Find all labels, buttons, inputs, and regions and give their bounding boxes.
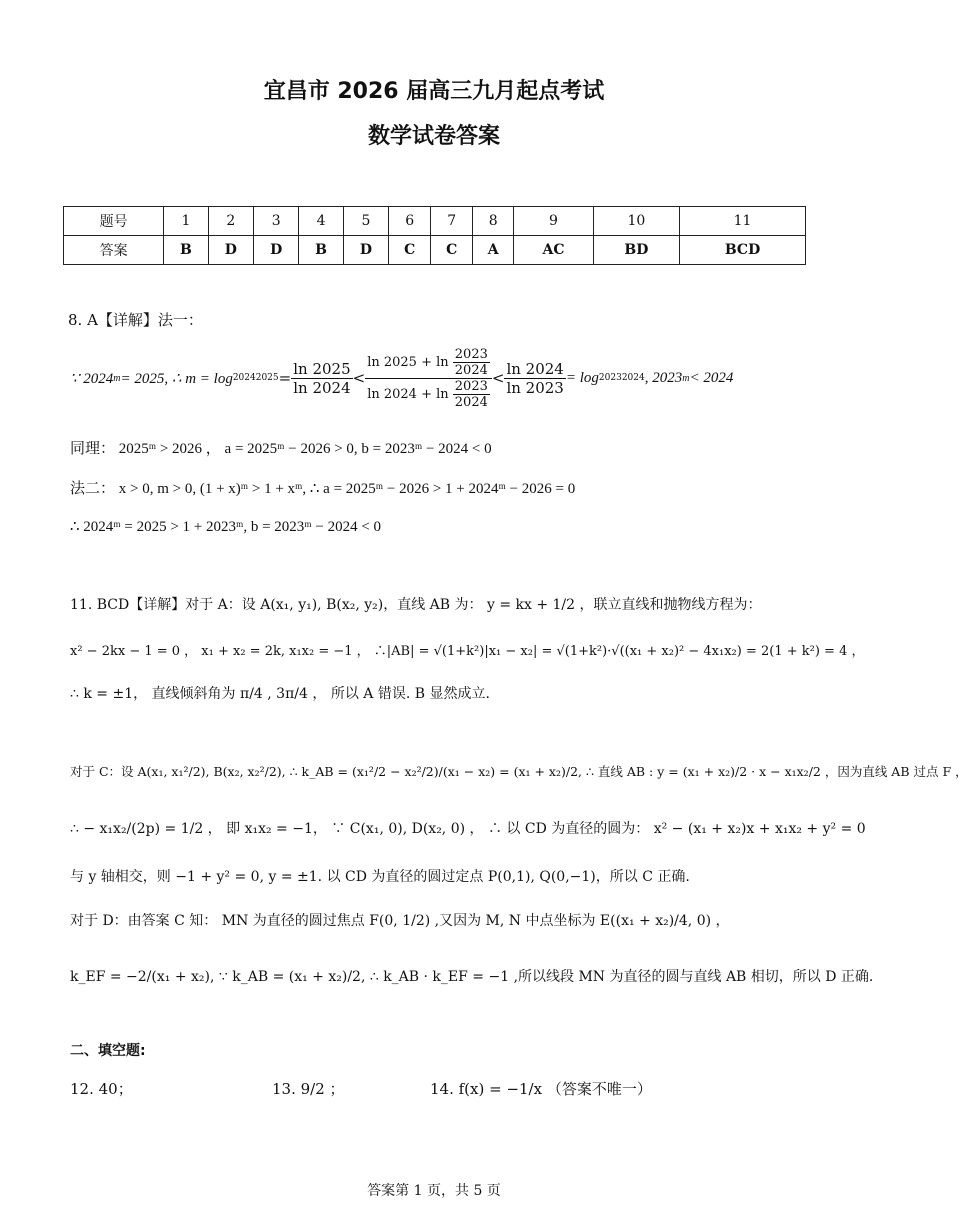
fraction: $\frac{\ln 2025}{\ln 2024}$: [293, 359, 351, 397]
text: <: [352, 369, 366, 387]
q11-line3: ∴ k = ±1， 直线倾斜角为 π/4 , 3π/4 ， 所以 A 错误. B 显然成立.: [70, 686, 490, 702]
row-label: 题号: [64, 207, 164, 236]
fraction: $\frac{\ln 2024}{\ln 2023}$: [506, 359, 564, 397]
answer-cell: A: [473, 236, 514, 265]
question-number-cell: 5: [343, 207, 388, 236]
q11-line8: k_EF = −2/(x₁ + x₂), ∵ k_AB = (x₁ + x₂)/2, ∴ k_AB · k_EF = −1 ,所以线段 MN 为直径的圆与直线 AB 相切，所以 D 正确.: [70, 969, 874, 985]
text: < 2024: [689, 369, 734, 386]
answer-cell: BD: [593, 236, 679, 265]
answer-cell: D: [254, 236, 299, 265]
question-number-row: [64, 207, 806, 236]
answer-table: [63, 206, 806, 265]
question-number-cell: 10: [593, 207, 679, 236]
text: =: [278, 369, 292, 387]
text: ∵ 2024: [70, 370, 114, 387]
q8-line1: ∵ 2024 m = 2025, ∴ m = log 2024 2025 = $\frac{\ln 2025}{\ln 2024}$ < ln 2025 + ln $\frac{2023}{2024}$ ln 2024 + ln $\frac{2023}{2024}$ < $\frac{\ln 2024}{\ln 2023}$ = log 2023 2024 , 2023 m < 2024: [70, 346, 734, 410]
q8-line2: 同理： 2025ᵐ > 2026 ， a = 2025ᵐ − 2026 > 0, b = 2023ᵐ − 2024 < 0: [70, 441, 492, 457]
question-number-cell: 4: [299, 207, 343, 236]
question-number-cell: 11: [680, 207, 806, 236]
answer-cell: B: [164, 236, 208, 265]
question-number-cell: 7: [431, 207, 473, 236]
q11-line1: 11. BCD【详解】对于 A：设 A(x₁, y₁), B(x₂, y₂)，直线 AB 为： y = kx + 1/2 ，联立直线和抛物线方程为：: [70, 597, 762, 613]
q11-line4: 对于 C：设 A(x₁, x₁²/2), B(x₂, x₂²/2), ∴ k_AB = (x₁²/2 − x₂²/2)/(x₁ − x₂) = (x₁ + x₂)/2, ∴ 直线 AB : y = (x₁ + x₂)/2 · x − x₁x₂/2 ，因为直线 AB 过点 F ，: [70, 764, 968, 779]
q11-line7: 对于 D：由答案 C 知： MN 为直径的圆过焦点 F(0, 1/2) ,又因为 M, N 中点坐标为 E((x₁ + x₂)/4, 0) ，: [70, 913, 730, 929]
answer-cell: D: [208, 236, 253, 265]
answer-14: 14. f(x) = −1/x （答案不唯一）: [430, 1080, 652, 1098]
exp: m: [113, 372, 121, 384]
q11-line5: ∴ − x₁x₂/(2p) = 1/2 ， 即 x₁x₂ = −1， ∵ C(x₁, 0), D(x₂, 0) ， ∴ 以 CD 为直径的圆为： x² − (x₁ + x₂)x + x₁x₂ + y² = 0: [70, 821, 866, 837]
text: , 2023: [644, 369, 683, 386]
answer-cell: B: [299, 236, 343, 265]
answer-row: [64, 236, 806, 265]
question-number-cell: 1: [164, 207, 208, 236]
text: = log: [565, 369, 599, 386]
question-number-cell: 6: [389, 207, 431, 236]
text: = 2025, ∴ m = log: [120, 370, 233, 387]
page-footer: 答案第 1 页，共 5 页: [367, 1183, 501, 1199]
question-number-cell: 8: [473, 207, 514, 236]
row-label: 答案: [64, 236, 164, 265]
question-number-cell: 3: [254, 207, 299, 236]
question-number-cell: 2: [208, 207, 253, 236]
fraction: ln 2025 + ln $\frac{2023}{2024}$ ln 2024 + ln $\frac{2023}{2024}$: [365, 347, 492, 410]
answer-cell: D: [343, 236, 388, 265]
answer-cell: BCD: [680, 236, 806, 265]
answer-cell: C: [389, 236, 431, 265]
answer-12: 12. 40；: [70, 1080, 133, 1098]
question-number-cell: 9: [514, 207, 594, 236]
text: <: [491, 369, 505, 387]
section-heading: 二、填空题:: [70, 1043, 146, 1059]
page-subtitle: 数学试卷答案: [367, 124, 500, 149]
answer-13: 13. 9/2 ；: [272, 1080, 345, 1098]
answer-cell: C: [431, 236, 473, 265]
page-title: 宜昌市 2026 届高三九月起点考试: [263, 79, 605, 104]
q8-heading: 8. A【详解】法一：: [68, 311, 203, 329]
answer-cell: AC: [514, 236, 594, 265]
q8-line3: 法二： x > 0, m > 0, (1 + x)ᵐ > 1 + xᵐ, ∴ a = 2025ᵐ − 2026 > 1 + 2024ᵐ − 2026 = 0: [70, 481, 576, 497]
q11-line2: x² − 2kx − 1 = 0 ， x₁ + x₂ = 2k, x₁x₂ = −1 ， ∴|AB| = √(1+k²)|x₁ − x₂| = √(1+k²)·√((x₁ + x₂)² − 4x₁x₂) = 2(1 + k²) = 4 ，: [70, 644, 865, 659]
q8-line4: ∴ 2024ᵐ = 2025 > 1 + 2023ᵐ, b = 2023ᵐ − 2024 < 0: [70, 519, 382, 535]
q11-line6: 与 y 轴相交，则 −1 + y² = 0, y = ±1. 以 CD 为直径的圆过定点 P(0,1), Q(0,−1)，所以 C 正确.: [70, 869, 690, 885]
